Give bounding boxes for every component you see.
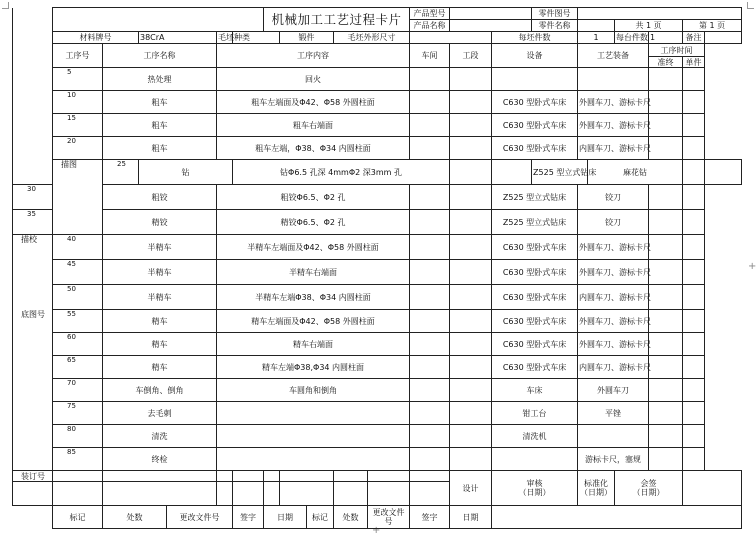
op-content: 精车左端面及Φ42、Φ58 外圆柱面: [217, 310, 410, 333]
op-equipment: 车床: [492, 379, 578, 402]
sign-blank: [233, 482, 264, 506]
op-name: 粗车: [103, 114, 217, 137]
signoff-review-label: 审核: [526, 479, 543, 488]
op-name: 车倒角、倒角: [103, 379, 217, 402]
op-section[interactable]: [450, 137, 492, 160]
op-prep-end[interactable]: [649, 260, 683, 285]
op-tooling: [578, 68, 649, 91]
op-workshop[interactable]: [410, 185, 450, 210]
op-unit-time[interactable]: [683, 285, 705, 310]
product-model-label: 产品型号: [410, 8, 450, 20]
op-name: 热处理: [103, 68, 217, 91]
op-tooling: 外圆车刀、游标卡尺: [578, 114, 649, 137]
op-no: 45: [53, 260, 103, 285]
per-unit-value: 1: [649, 32, 683, 44]
op-section[interactable]: [450, 68, 492, 91]
op-content: [217, 402, 410, 425]
footer-change-doc: 更改文件号: [368, 506, 410, 529]
op-unit-time[interactable]: [683, 310, 705, 333]
op-unit-time[interactable]: [683, 402, 705, 425]
crop-mark-top-right: [747, 2, 754, 9]
op-name: 半精车: [103, 285, 217, 310]
col-op-no: 工序号: [53, 44, 103, 68]
op-name: 精车: [103, 333, 217, 356]
op-section[interactable]: [450, 235, 492, 260]
signoff-countersign-date: （日期）: [632, 488, 665, 497]
op-unit-time[interactable]: [683, 91, 705, 114]
op-content: 回火: [217, 68, 410, 91]
op-no: 40: [53, 235, 103, 260]
col-unit: 单件: [683, 57, 705, 68]
op-section[interactable]: [450, 114, 492, 137]
op-section[interactable]: [450, 91, 492, 114]
sign-blank: [264, 482, 280, 506]
op-tooling: 游标卡尺，塞规: [578, 448, 649, 471]
blanks-count-value: 1: [578, 32, 615, 44]
op-equipment: C630 型卧式车床: [492, 310, 578, 333]
op-tooling: [578, 425, 649, 448]
remark-value[interactable]: [705, 32, 742, 44]
op-workshop[interactable]: [410, 285, 450, 310]
op-workshop[interactable]: [410, 260, 450, 285]
product-model-value[interactable]: [450, 8, 532, 20]
op-equipment: Z525 型立式钻床: [492, 185, 578, 210]
op-tooling: 铰刀: [578, 185, 649, 210]
op-no: 35: [13, 210, 53, 235]
op-prep-end[interactable]: [649, 68, 683, 91]
op-name: 粗车: [103, 137, 217, 160]
op-equipment: C630 型卧式车床: [492, 114, 578, 137]
op-unit-time[interactable]: [705, 160, 742, 185]
sign-blank: [53, 482, 103, 506]
op-unit-time[interactable]: [683, 356, 705, 379]
footer-count: 处数: [334, 506, 368, 529]
sign-blank: [280, 482, 334, 506]
op-no: 75: [53, 402, 103, 425]
card-title: 机械加工工艺过程卡片: [264, 8, 410, 32]
op-content: 车圆角和倒角: [217, 379, 410, 402]
op-unit-time[interactable]: [683, 68, 705, 91]
side-blank: [13, 482, 53, 506]
op-prep-end[interactable]: [649, 185, 683, 210]
op-section[interactable]: [450, 260, 492, 285]
op-prep-end[interactable]: [649, 235, 683, 260]
op-no: 20: [53, 137, 103, 160]
op-equipment: C630 型卧式车床: [492, 137, 578, 160]
op-tooling: 外圆车刀、游标卡尺: [578, 91, 649, 114]
op-unit-time[interactable]: [683, 137, 705, 160]
op-equipment: C630 型卧式车床: [492, 333, 578, 356]
op-section[interactable]: [450, 402, 492, 425]
op-prep-end[interactable]: [649, 114, 683, 137]
col-equipment: 设备: [492, 44, 578, 68]
op-no: 70: [53, 379, 103, 402]
blank-type-value: 锻件: [280, 32, 334, 44]
op-prep-end[interactable]: [649, 379, 683, 402]
signoff-standardize-date: （日期）: [580, 488, 613, 497]
footer-change-doc: 更改文件号: [167, 506, 233, 529]
blank-size-label: 毛坯外形尺寸: [334, 32, 410, 44]
op-workshop[interactable]: [410, 91, 450, 114]
op-section[interactable]: [450, 356, 492, 379]
op-content: [217, 448, 410, 471]
op-prep-end[interactable]: [649, 91, 683, 114]
col-prep-end: 准终: [649, 57, 683, 68]
op-workshop[interactable]: [410, 235, 450, 260]
op-section[interactable]: [450, 185, 492, 210]
op-name: 终检: [103, 448, 217, 471]
op-workshop[interactable]: [410, 333, 450, 356]
side-blank: [13, 44, 53, 185]
op-tooling: 内圆车刀、游标卡尺: [578, 285, 649, 310]
sign-blank: [334, 482, 368, 506]
op-workshop[interactable]: [410, 402, 450, 425]
footer-signature: 签字: [233, 506, 264, 529]
op-equipment: Z525 型立式钻床: [492, 210, 578, 235]
op-name: 精车: [103, 310, 217, 333]
op-no: 55: [53, 310, 103, 333]
op-section[interactable]: [450, 210, 492, 235]
op-no: 65: [53, 356, 103, 379]
col-op-name: 工序名称: [103, 44, 217, 68]
total-pages: 共 1 页: [615, 20, 683, 32]
op-name: 精铰: [103, 210, 217, 235]
plus-icon: +: [748, 261, 756, 272]
op-content: 精车右端面: [217, 333, 410, 356]
op-name: 粗车: [103, 91, 217, 114]
sign-blank: [368, 482, 410, 506]
signoff-standardize-label: 标准化: [584, 479, 609, 488]
op-unit-time[interactable]: [683, 379, 705, 402]
op-no: 25: [103, 160, 139, 185]
op-tooling: 铰刀: [578, 210, 649, 235]
footer-count: 处数: [103, 506, 167, 529]
footer-date: 日期: [264, 506, 307, 529]
op-tooling: 内圆车刀、游标卡尺: [578, 137, 649, 160]
signoff-design: 设计: [450, 471, 492, 506]
op-section[interactable]: [492, 160, 532, 185]
sign-blank: [280, 471, 334, 482]
footer-mark: 标记: [53, 506, 103, 529]
sign-blank: [217, 471, 233, 482]
per-unit-label: 每台件数: [616, 33, 649, 42]
op-prep-end[interactable]: [683, 160, 705, 185]
op-name: 清洗: [103, 425, 217, 448]
op-equipment: Z525 型立式钻床: [532, 160, 588, 185]
op-section[interactable]: [450, 285, 492, 310]
op-name: 半精车: [103, 235, 217, 260]
signoff-countersign-label: 会签: [640, 479, 657, 488]
op-prep-end[interactable]: [649, 356, 683, 379]
col-workshop: 车间: [410, 44, 450, 68]
col-tooling: 工艺装备: [578, 44, 649, 68]
part-drawing-no-label: 零件图号: [532, 8, 578, 20]
op-unit-time[interactable]: [683, 260, 705, 285]
op-unit-time[interactable]: [683, 185, 705, 210]
op-tooling: 外圆车刀、游标卡尺: [578, 235, 649, 260]
sign-blank: [368, 471, 410, 482]
op-tooling: 麻花钻: [588, 160, 683, 185]
op-unit-time[interactable]: [683, 235, 705, 260]
op-no: 60: [53, 333, 103, 356]
op-section[interactable]: [450, 425, 492, 448]
op-unit-time[interactable]: [683, 210, 705, 235]
signoff-standardize[interactable]: [578, 471, 615, 506]
op-name: 精车: [103, 356, 217, 379]
side-label-binding-no: 装订号: [13, 471, 53, 482]
signoff-countersign[interactable]: [615, 471, 683, 506]
op-no: 5: [53, 68, 103, 91]
col-section: 工段: [450, 44, 492, 68]
op-section[interactable]: [450, 310, 492, 333]
op-no: 80: [53, 425, 103, 448]
op-workshop[interactable]: [410, 68, 450, 91]
op-name: 钻: [139, 160, 233, 185]
op-content: 粗铰Φ6.5、Φ2 孔: [217, 185, 410, 210]
op-content: 精铰Φ6.5、Φ2 孔: [217, 210, 410, 235]
footer-date: 日期: [450, 506, 492, 529]
op-workshop[interactable]: [410, 114, 450, 137]
op-no: 50: [53, 285, 103, 310]
col-op-content: 工序内容: [217, 44, 410, 68]
op-equipment: 钳工台: [492, 402, 578, 425]
op-equipment: 清洗机: [492, 425, 578, 448]
crop-mark-top-left: [2, 2, 9, 9]
footer-blank: [492, 506, 742, 529]
op-content: [217, 425, 410, 448]
side-blank: [13, 8, 53, 44]
op-no: 10: [53, 91, 103, 114]
sign-blank: [103, 471, 217, 482]
sign-blank: [410, 471, 450, 482]
op-section[interactable]: [450, 379, 492, 402]
footer-mark: 标记: [307, 506, 334, 529]
page-number: 第 1 页: [683, 20, 742, 32]
sign-blank: [264, 471, 280, 482]
op-tooling: 外圆车刀: [578, 379, 649, 402]
op-name: 去毛刺: [103, 402, 217, 425]
process-card-table: [12, 7, 742, 529]
op-equipment: C630 型卧式车床: [492, 235, 578, 260]
op-content: 半精车左端Φ38、Φ34 内圆柱面: [217, 285, 410, 310]
col-op-time: 工序时间: [649, 44, 705, 57]
op-no: 30: [13, 185, 53, 210]
op-content: 钻Φ6.5 孔深 4mmΦ2 深3mm 孔: [233, 160, 450, 185]
op-prep-end[interactable]: [649, 333, 683, 356]
op-content: 精车左端Φ38,Φ34 内圆柱面: [217, 356, 410, 379]
material-no-label: 材料牌号: [53, 32, 139, 44]
signoff-blank: [683, 471, 742, 506]
op-prep-end[interactable]: [649, 402, 683, 425]
op-content: 半精车左端面及Φ42、Φ58 外圆柱面: [217, 235, 410, 260]
op-equipment: C630 型卧式车床: [492, 356, 578, 379]
signoff-review[interactable]: [492, 471, 578, 506]
op-prep-end[interactable]: [649, 137, 683, 160]
op-workshop[interactable]: [410, 448, 450, 471]
logo-cell: [53, 8, 264, 32]
op-content: 半精车右端面: [217, 260, 410, 285]
op-content: 粗车右端面: [217, 114, 410, 137]
part-name-value[interactable]: [578, 20, 615, 32]
sign-blank: [233, 471, 264, 482]
op-equipment: C630 型卧式车床: [492, 91, 578, 114]
op-equipment: [492, 68, 578, 91]
side-label-proof: 描校: [13, 235, 53, 310]
footer-signature: 签字: [410, 506, 450, 529]
op-equipment: C630 型卧式车床: [492, 260, 578, 285]
remark-label: 备注: [683, 32, 705, 44]
signoff-review-date: （日期）: [518, 488, 551, 497]
op-workshop[interactable]: [410, 356, 450, 379]
product-name-label: 产品名称: [410, 20, 450, 32]
op-tooling: 内圆车刀、游标卡尺: [578, 356, 649, 379]
op-no: 15: [53, 114, 103, 137]
op-workshop[interactable]: [410, 310, 450, 333]
op-workshop[interactable]: [410, 137, 450, 160]
op-equipment: [492, 448, 578, 471]
sign-blank: [334, 471, 368, 482]
op-unit-time[interactable]: [683, 425, 705, 448]
sign-blank: [410, 482, 450, 506]
op-tooling: 外圆车刀、游标卡尺: [578, 310, 649, 333]
op-tooling: 平锉: [578, 402, 649, 425]
sign-blank: [103, 482, 217, 506]
product-name-value[interactable]: [450, 20, 532, 32]
blanks-count-label: 每坯件数: [492, 32, 578, 44]
part-drawing-no-value[interactable]: [578, 8, 742, 20]
op-workshop[interactable]: [410, 210, 450, 235]
op-prep-end[interactable]: [649, 425, 683, 448]
op-equipment: C630 型卧式车床: [492, 285, 578, 310]
op-section[interactable]: [450, 333, 492, 356]
op-section[interactable]: [450, 448, 492, 471]
op-unit-time[interactable]: [683, 114, 705, 137]
op-content: 粗车左端面及Φ42、Φ58 外圆柱面: [217, 91, 410, 114]
part-name-label: 零件名称: [532, 20, 578, 32]
material-no-value: 38CrA: [139, 32, 217, 44]
op-prep-end[interactable]: [649, 285, 683, 310]
op-workshop[interactable]: [410, 379, 450, 402]
sign-blank: [53, 471, 103, 482]
op-workshop[interactable]: [450, 160, 492, 185]
op-tooling: 外圆车刀、游标卡尺: [578, 333, 649, 356]
op-prep-end[interactable]: [649, 448, 683, 471]
side-blank: [13, 506, 53, 529]
op-name: 粗铰: [103, 185, 217, 210]
op-prep-end[interactable]: [649, 210, 683, 235]
plus-icon: +: [372, 525, 381, 536]
blank-type-label: 毛坯种类: [218, 33, 250, 42]
op-workshop[interactable]: [410, 425, 450, 448]
op-prep-end[interactable]: [649, 310, 683, 333]
op-content: 粗车左端，Φ38、Φ34 内圆柱面: [217, 137, 410, 160]
side-label-trace: 描图: [53, 160, 103, 235]
op-name: 半精车: [103, 260, 217, 285]
op-unit-time[interactable]: [683, 333, 705, 356]
op-tooling: 外圆车刀、游标卡尺: [578, 260, 649, 285]
op-no: 85: [53, 448, 103, 471]
op-unit-time[interactable]: [683, 448, 705, 471]
sign-blank: [217, 482, 233, 506]
blank-size-value[interactable]: [410, 32, 492, 44]
side-label-base-no: 底图号: [13, 310, 53, 471]
